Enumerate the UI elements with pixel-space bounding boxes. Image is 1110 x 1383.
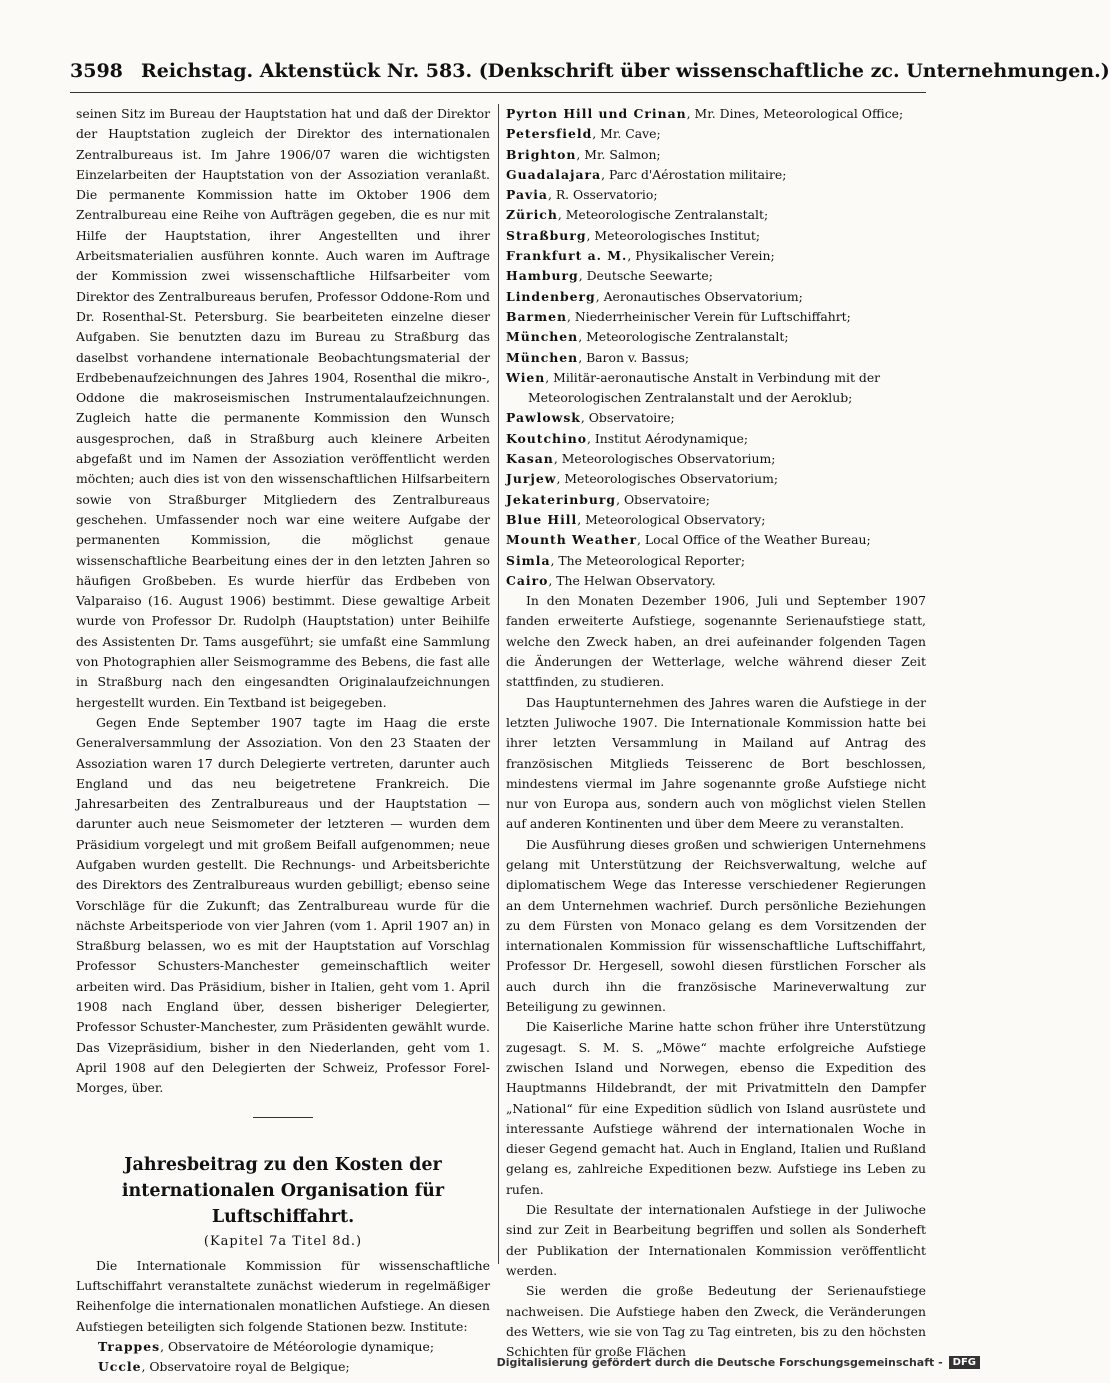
paragraph: Die Ausführung dieses großen und schwierigen Unternehmens gelang mit Unterstützung der Reichsverwaltung, welche auf diplomatischem Wege das Interesse verschiedener Regierungen an dem Unternehmen wachrief. Durch persönliche Beziehungen zu dem Fürsten von Monaco gelang es dem Vorsitzenden der internationalen Kommission für wissenschaftliche Luftschiffahrt, Professor Dr. Hergesell, sowohl diesen fürstlichen Forscher als auch durch ihn die französische Marineverwaltung zur Beteiligung zu gewinnen.: [506, 836, 926, 1015]
station-name: Blue Hill: [506, 511, 578, 527]
station-name: Hamburg: [506, 268, 579, 284]
station-name: Jekaterinburg: [506, 491, 617, 507]
section-separator: [253, 1117, 313, 1118]
list-item: [506, 408, 926, 428]
paragraph: Die Resultate der internationalen Aufstiege in der Juliwoche sind zur Zeit in Bearbeitung begriffen und sollen als Sonderheft der Publikation der Internationalen Kommission veröffentlicht werden.: [506, 1202, 926, 1278]
station-name: München: [506, 329, 579, 345]
station-detail: , Meteorologische Zentralanstalt;: [557, 207, 769, 223]
paragraph: In den Monaten Dezember 1906, Juli und September 1907 fanden erweiterte Aufstiege, sogenannte Serienaufstiege statt, welche den Zweck haben, an drei aufeinander folgenden Tagen die Änderungen der Wetterlage, welche während dieser Zeit stattfinden, zu studieren.: [506, 593, 926, 690]
list-item: [506, 449, 926, 469]
list-item: [506, 205, 926, 225]
list-item: [506, 551, 926, 571]
station-name: Cairo: [506, 572, 549, 588]
dfg-logo: DFG: [949, 1356, 980, 1369]
footer-text: Digitalisierung gefördert durch die Deutsche Forschungsgemeinschaft -: [496, 1356, 943, 1369]
page-number: 3598: [70, 60, 123, 82]
station-detail: , Niederrheinischer Verein für Luftschiffahrt;: [567, 308, 851, 324]
station-name: Pawlowsk: [506, 410, 581, 426]
paragraph: seinen Sitz im Bureau der Hauptstation hat und daß der Direktor der Hauptstation zugleich der Direktor des internationalen Zentralbureaus ist. Im Jahre 1906/07 waren die wichtigsten Einzelarbeiten der Hauptstation von der Assoziation veranlaßt. Die permanente Kommission hatte im Oktober 1906 dem Zentralbureau eine Reihe von Aufträgen gegeben, die es nur mit Hilfe der Hauptstation, ihrer Angestellten und ihrer Arbeitsmaterialien ausführen konnte. Auch waren im Auftrage der Kommission zwei wissenschaftliche Hilfsarbeiter vom Direktor des Zentralbureaus berufen, Professor Oddone-Rom und Dr. Rosenthal-St. Petersburg. Sie bearbeiteten einzelne dieser Aufgaben. Sie benutzten dazu im Bureau zu Straßburg das daselbst vorhandene internationale Beobachtungsmaterial der Erdbebenaufzeichnungen des Jahres 1904, Rosenthal die mikro-, Oddone die makroseismischen Instrumentalaufzeichnungen. Zugleich hatte die permanente Kommission den Wunsch ausgesprochen, daß in Straßburg auch kleinere Arbeiten abgefaßt und im Namen der Assoziation veröffentlicht werden möchten; auch dies ist von den wissenschaftlichen Hilfsarbeitern sowie von Straßburger Mitgliedern des Zentralbureaus geschehen. Umfassender noch war eine weitere Aufgabe der permanenten Kommission, die möglichst genaue wissenschaftliche Bearbeitung eines der in den letzten Jahren so häufigen Großbeben. Es wurde hierfür das Erdbeben von Valparaiso (16. August 1906) bestimmt. Diese gewaltige Arbeit wurde von Professor Dr. Rudolph (Hauptstation) unter Beihilfe des Assistenten Dr. Tams ausgeführt; sie umfaßt eine Sammlung von Photographien aller Seismogramme des Bebens, die fast alle in Straßburg nach den eingesandten Originalaufzeichnungen hergestellt wurden. Ein Textband ist beigegeben.: [76, 106, 490, 710]
page-header: [70, 60, 1110, 92]
station-detail: , Militär-aeronautische Anstalt in Verbindung mit der Meteorologischen Zentralanstalt und der Aeroklub;: [528, 369, 881, 406]
paragraph: Gegen Ende September 1907 tagte im Haag die erste Generalversammlung der Assoziation. Von den 23 Staaten der Assoziation waren 17 durch Delegierte vertreten, darunter auch England und das neu beigetretene Frankreich. Die Jahresarbeiten des Zentralbureaus und der Hauptstation — darunter auch neue Seismometer der letzteren — wurden dem Präsidium vorgelegt und mit großem Beifall aufgenommen; neue Aufgaben wurden gestellt. Die Rechnungs- und Arbeitsberichte des Direktors des Zentralbureaus wurden gebilligt; ebenso seine Vorschläge für die Zukunft; das Zentralbureau wurde für die nächste Arbeitsperiode von vier Jahren (vom 1. April 1907 an) in Straßburg belassen, wo es mit der Hauptstation auf Vorschlag Professor Schusters-Manchester gemeinschaftlich weiter arbeiten wird. Das Präsidium, bisher in Italien, geht vom 1. April 1908 nach England über, dessen bisheriger Delegierter, Professor Schuster-Manchester, zum Präsidenten gewählt wurde. Das Vizepräsidium, bisher in den Niederlanden, geht vom 1. April 1908 auf den Delegierten der Schweiz, Professor Forel-Morges, über.: [76, 714, 490, 1096]
paragraph: Sie werden die große Bedeutung der Serienaufstiege nachweisen. Die Aufstiege haben den Zweck, die Veränderungen des Wetters, wie sie von Tag zu Tag eintreten, bis zu den höchsten Schichten für große Flächen: [506, 1283, 926, 1360]
list-item: [506, 287, 926, 307]
list-item: [506, 226, 926, 246]
station-name: Uccle: [98, 1359, 142, 1375]
list-item: [506, 429, 926, 449]
station-detail: , Mr. Dines, Meteorological Office;: [686, 106, 904, 121]
station-name: Lindenberg: [506, 288, 596, 304]
station-detail: , The Helwan Observatory.: [548, 572, 716, 588]
station-name: Petersfield: [506, 126, 593, 142]
station-name: Wien: [506, 369, 546, 385]
paragraph: Die Kaiserliche Marine hatte schon früher ihre Unterstützung zugesagt. S. M. S. „Möwe“ machte erfolgreiche Aufstiege zwischen Island und Norwegen, ebenso die Expedition des Hauptmanns Hildebrandt, der mit Privatmitteln den Dampfer „National“ für eine Expedition südlich von Island ausrüstete und interessante Aufstiege während der internationalen Woche in dieser Gegend gemacht hat. Auch in England, Italien und Rußland gelang es, zahlreiche Expeditionen bezw. Aufstiege ins Leben zu rufen.: [506, 1019, 926, 1197]
list-item: [98, 1357, 490, 1377]
list-item: [506, 510, 926, 530]
section-subheading: (Kapitel 7a Titel 8d.): [203, 1233, 363, 1249]
station-detail: , Meteorological Observatory;: [577, 511, 766, 527]
station-detail: , Meteorologisches Institut;: [586, 227, 761, 243]
list-item: [506, 368, 926, 409]
station-name: Simla: [506, 552, 551, 568]
station-detail: , Observatoire de Météorologie dynamique;: [160, 1339, 435, 1355]
station-name: Mounth Weather: [506, 532, 638, 548]
station-detail: , Observatoire royal de Belgique;: [141, 1359, 350, 1375]
station-detail: , Meteorologisches Observatorium;: [553, 451, 776, 467]
station-name: Pyrton Hill und Crinan: [506, 106, 687, 121]
list-item: [98, 1337, 490, 1357]
station-list: [506, 104, 926, 591]
station-detail: , Baron v. Bassus;: [578, 349, 689, 365]
header-rule: [70, 92, 926, 93]
paragraph: Das Hauptunternehmen des Jahres waren die Aufstiege in der letzten Juliwoche 1907. Die Internationale Kommission hatte bei ihrer letzten Versammlung in Mailand auf Antrag des französischen Mitglieds Teisserenc de Bort beschlossen, mindestens viermal im Jahre sogenannte große Aufstiege nicht nur von Europa aus, sondern auch von möglichst vielen Stellen auf anderen Kontinenten und über dem Meere zu veranstalten.: [506, 694, 926, 832]
station-detail: , R. Osservatorio;: [547, 187, 658, 203]
station-detail: , Local Office of the Weather Bureau;: [637, 532, 871, 548]
station-detail: , Physikalischer Verein;: [627, 248, 775, 264]
column-divider: [498, 104, 499, 1264]
station-name: Zürich: [506, 207, 558, 223]
list-item: [506, 145, 926, 165]
station-name: Straßburg: [506, 227, 587, 243]
list-item: [506, 307, 926, 327]
station-name: Koutchino: [506, 430, 588, 446]
list-item: [506, 124, 926, 144]
station-name: Brighton: [506, 146, 577, 162]
station-detail: , Mr. Salmon;: [576, 146, 661, 162]
station-name: Guadalajara: [506, 166, 602, 182]
station-detail: , Mr. Cave;: [592, 126, 661, 142]
list-item: [506, 327, 926, 347]
list-item: [506, 469, 926, 489]
station-detail: , Aeronautisches Observatorium;: [595, 288, 803, 304]
station-detail: , Observatoire;: [616, 491, 710, 507]
station-detail: , Deutsche Seewarte;: [578, 268, 713, 284]
list-item: [506, 490, 926, 510]
station-detail: , The Meteorological Reporter;: [550, 552, 746, 568]
list-item: [506, 266, 926, 286]
paragraph: Die Internationale Kommission für wissenschaftliche Luftschiffahrt veranstaltete zunächst wiederum in regelmäßiger Reihenfolge die internationalen monatlichen Aufstiege. An diesen Aufstiegen beteiligten sich folgende Stationen bezw. Institute:: [76, 1257, 490, 1334]
page-title: Reichstag. Aktenstück Nr. 583. (Denkschrift über wissenschaftliche zc. Unternehmungen.): [140, 60, 1110, 82]
digitization-footer: [497, 1356, 980, 1369]
station-name: Pavia: [506, 187, 548, 203]
station-name: Kasan: [506, 451, 554, 467]
station-detail: , Observatoire;: [580, 410, 675, 426]
station-detail: , Meteorologische Zentralanstalt;: [578, 329, 789, 345]
station-detail: , Meteorologisches Observatorium;: [556, 471, 779, 487]
station-name: Trappes: [98, 1339, 161, 1355]
right-column: [506, 104, 926, 1362]
station-detail: , Parc d'Aérostation militaire;: [601, 166, 787, 182]
station-name: Jurjew: [506, 471, 557, 487]
list-item: [506, 571, 926, 591]
list-item: [506, 348, 926, 368]
list-item: [506, 165, 926, 185]
left-column: [76, 104, 490, 1378]
list-item: [506, 104, 926, 124]
station-detail: , Institut Aérodynamique;: [587, 430, 749, 446]
list-item: [506, 530, 926, 550]
list-item: [506, 246, 926, 266]
section-heading: Jahresbeitrag zu den Kosten der internationalen Organisation für Luftschiffahrt.: [121, 1154, 445, 1227]
station-name: Frankfurt a. M.: [506, 248, 628, 264]
list-item: [506, 185, 926, 205]
station-name: München: [506, 349, 579, 365]
station-list: [76, 1337, 490, 1378]
station-name: Barmen: [506, 308, 568, 324]
